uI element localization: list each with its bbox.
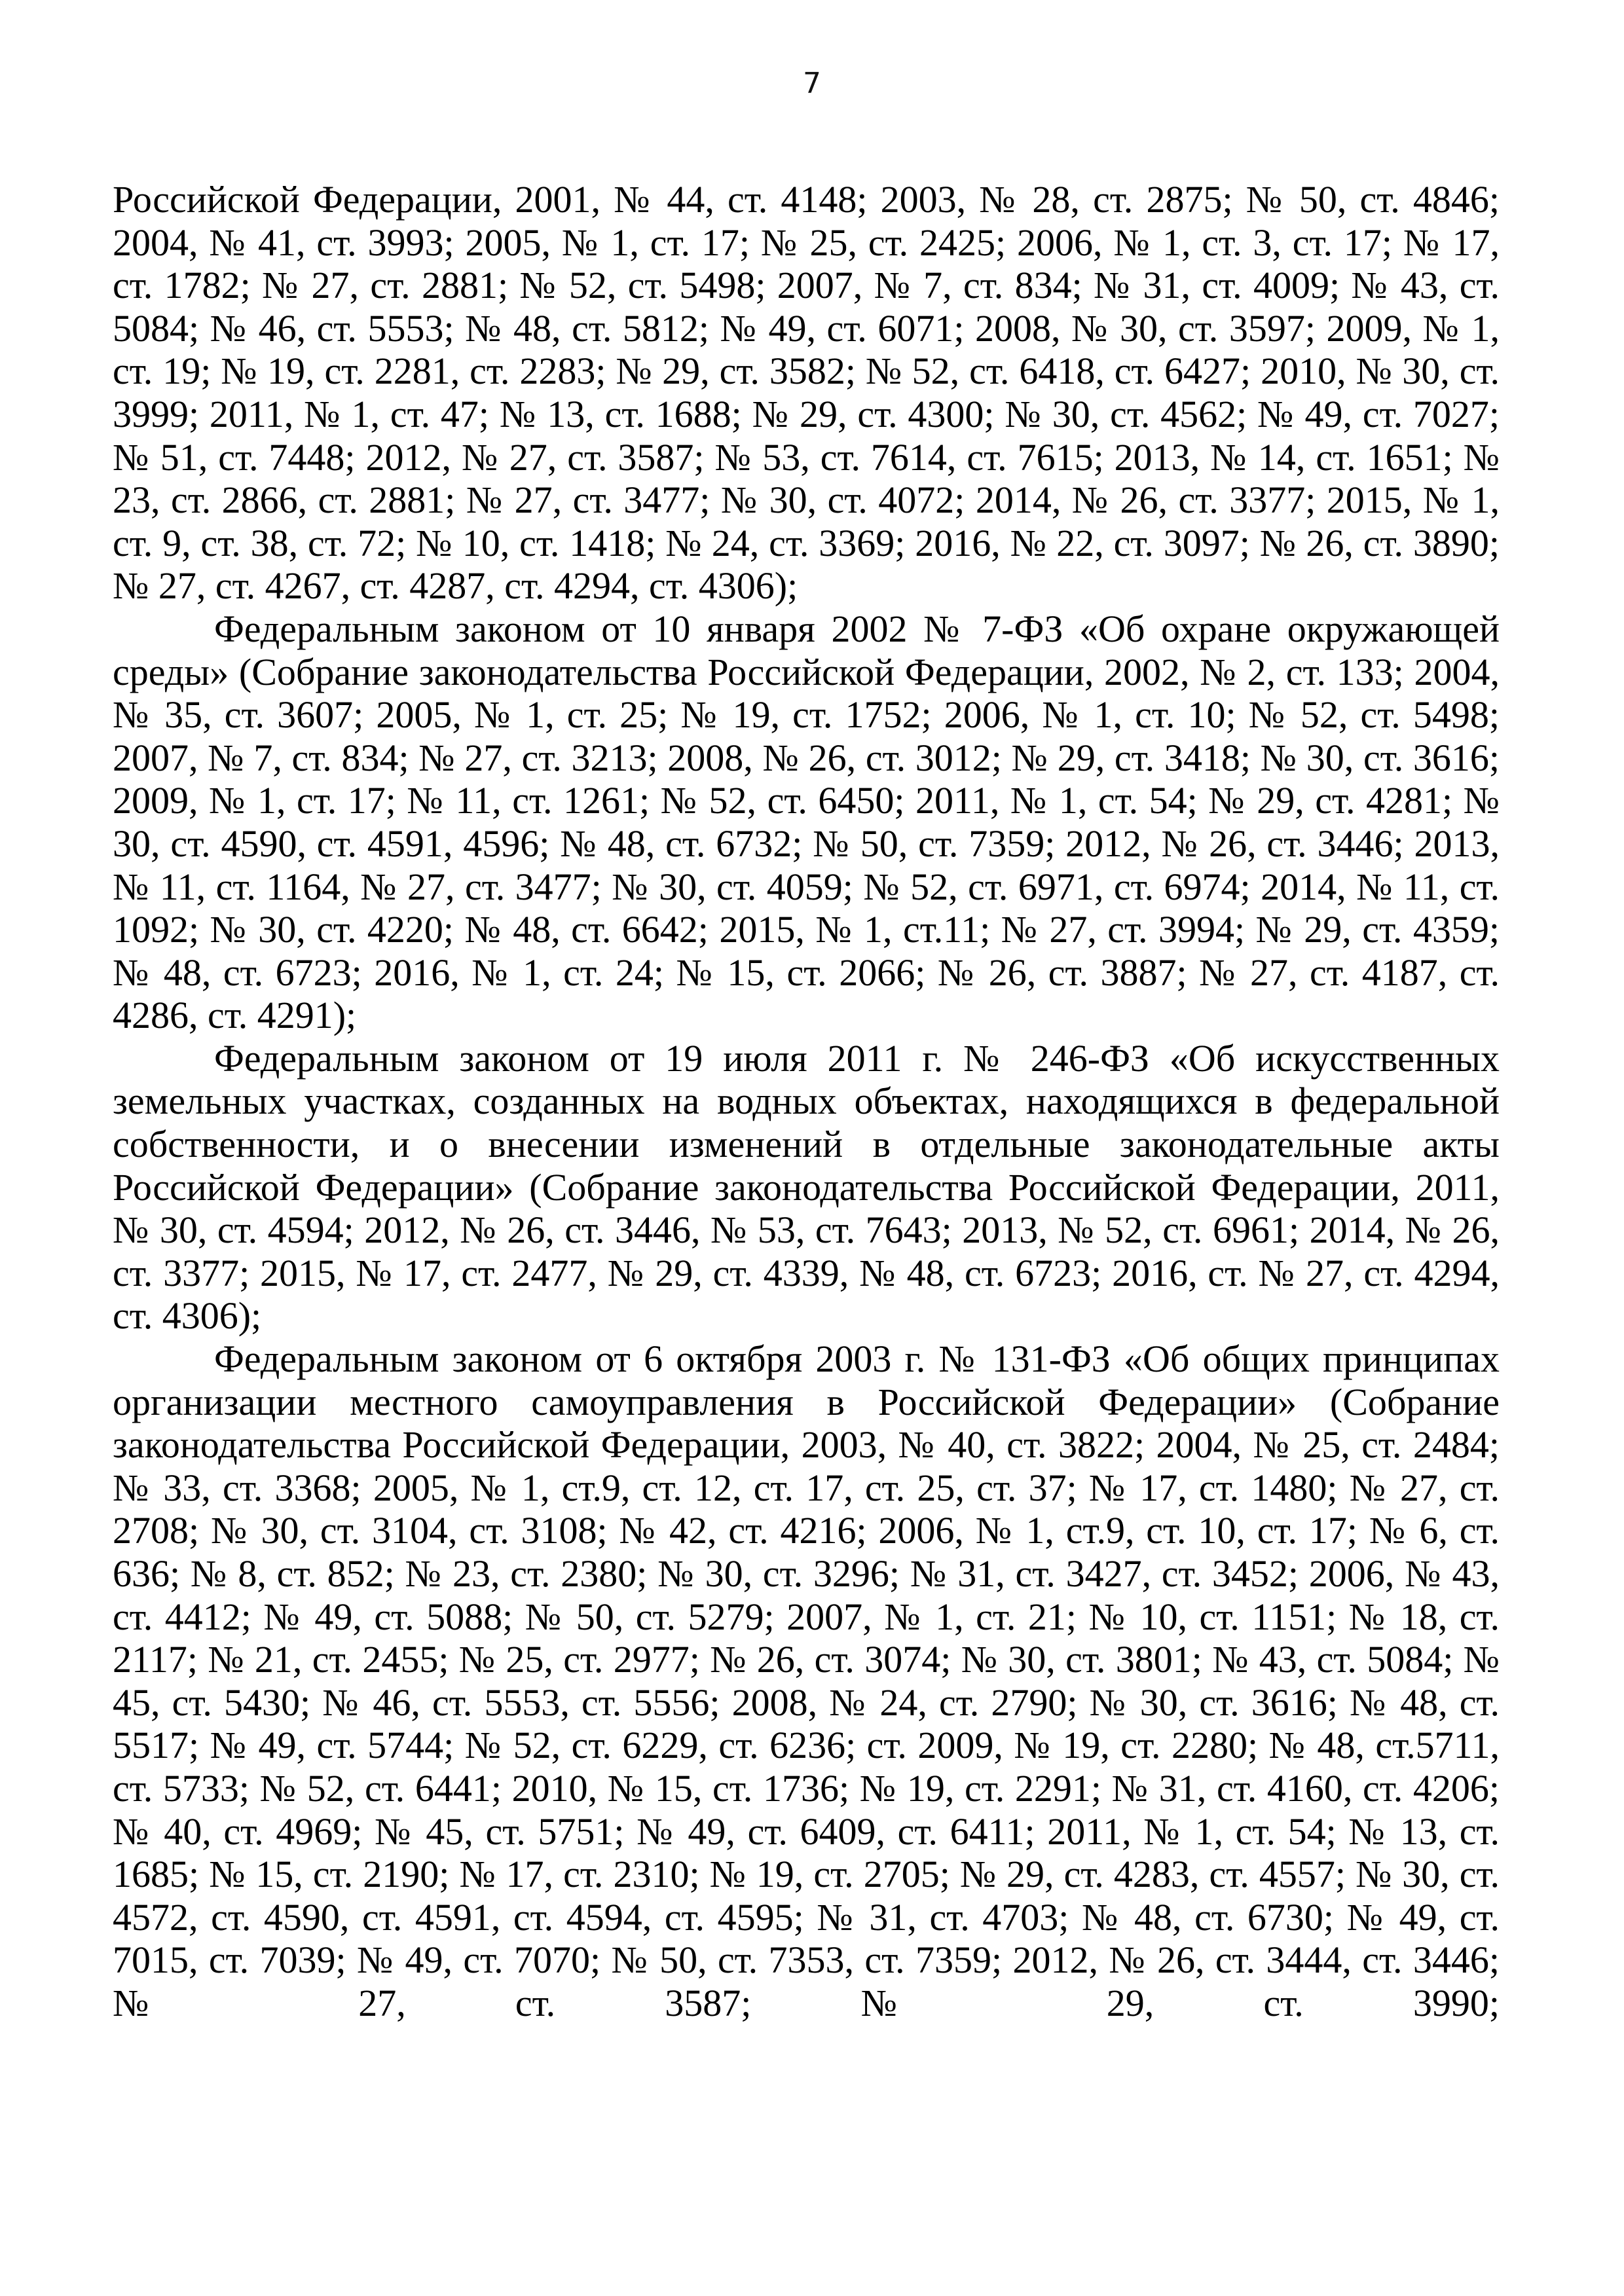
document-body — [113, 178, 1500, 2025]
page-number: 7 — [803, 67, 821, 100]
paragraph-environment-law: Федеральным законом от 10 января 2002 № 7-ФЗ «Об охране окружающей среды» (Собрание законодательства Российской Федерации, 2002, № 2, ст. 133; 2004, № 35, ст. 3607; 2005, № 1, ст. 25; № 19, ст. 1752; 2006, № 1, ст. 10; № 52, ст. 5498; 2007, № 7, ст. 834; № 27, ст. 3213; 2008, № 26, ст. 3012; № 29, ст. 3418; № 30, ст. 3616; 2009, № 1, ст. 17; № 11, ст. 1261; № 52, ст. 6450; 2011, № 1, ст. 54; № 29, ст. 4281; № 30, ст. 4590, ст. 4591, 4596; № 48, ст. 6732; № 50, ст. 7359; 2012, № 26, ст. 3446; 2013, № 11, ст. 1164, № 27, ст. 3477; № 30, ст. 4059; № 52, ст. 6971, ст. 6974; 2014, № 11, ст. 1092; № 30, ст. 4220; № 48, ст. 6642; 2015, № 1, ст.11; № 27, ст. 3994; № 29, ст. 4359; № 48, ст. 6723; 2016, № 1, ст. 24; № 15, ст. 2066; № 26, ст. 3887; № 27, ст. 4187, ст. 4286, ст. 4291); — [113, 607, 1500, 1037]
paragraph-artificial-land-law: Федеральным законом от 19 июля 2011 г. № 246-ФЗ «Об искусственных земельных участках, созданных на водных объектах, находящихся в федеральной собственности, и о внесении изменений в отдельные законодательные акты Российской Федерации» (Собрание законодательства Российской Федерации, 2011, № 30, ст. 4594; 2012, № 26, ст. 3446, № 53, ст. 7643; 2013, № 52, ст. 6961; 2014, № 26, ст. 3377; 2015, № 17, ст. 2477, № 29, ст. 4339, № 48, ст. 6723; 2016, ст. № 27, ст. 4294, ст. 4306); — [113, 1036, 1500, 1338]
paragraph-local-government-law: Федеральным законом от 6 октября 2003 г. № 131-ФЗ «Об общих принципах организации местного самоуправления в Российской Федерации» (Собрание законодательства Российской Федерации, 2003, № 40, ст. 3822; 2004, № 25, ст. 2484; № 33, ст. 3368; 2005, № 1, ст.9, ст. 12, ст. 17, ст. 25, ст. 37; № 17, ст. 1480; № 27, ст. 2708; № 30, ст. 3104, ст. 3108; № 42, ст. 4216; 2006, № 1, ст.9, ст. 10, ст. 17; № 6, ст. 636; № 8, ст. 852; № 23, ст. 2380; № 30, ст. 3296; № 31, ст. 3427, ст. 3452; 2006, № 43, ст. 4412; № 49, ст. 5088; № 50, ст. 5279; 2007, № 1, ст. 21; № 10, ст. 1151; № 18, ст. 2117; № 21, ст. 2455; № 25, ст. 2977; № 26, ст. 3074; № 30, ст. 3801; № 43, ст. 5084; № 45, ст. 5430; № 46, ст. 5553, ст. 5556; 2008, № 24, ст. 2790; № 30, ст. 3616; № 48, ст. 5517; № 49, ст. 5744; № 52, ст. 6229, ст. 6236; ст. 2009, № 19, ст. 2280; № 48, ст.5711, ст. 5733; № 52, ст. 6441; 2010, № 15, ст. 1736; № 19, ст. 2291; № 31, ст. 4160, ст. 4206; № 40, ст. 4969; № 45, ст. 5751; № 49, ст. 6409, ст. 6411; 2011, № 1, ст. 54; № 13, ст. 1685; № 15, ст. 2190; № 17, ст. 2310; № 19, ст. 2705; № 29, ст. 4283, ст. 4557; № 30, ст. 4572, ст. 4590, ст. 4591, ст. 4594, ст. 4595; № 31, ст. 4703; № 48, ст. 6730; № 49, ст. 7015, ст. 7039; № 49, ст. 7070; № 50, ст. 7353, ст. 7359; 2012, № 26, ст. 3444, ст. 3446; № 27, ст. 3587; № 29, ст. 3990; — [113, 1338, 1500, 2024]
paragraph-references-continued: Российской Федерации, 2001, № 44, ст. 4148; 2003, № 28, ст. 2875; № 50, ст. 4846; 2004, № 41, ст. 3993; 2005, № 1, ст. 17; № 25, ст. 2425; 2006, № 1, ст. 3, ст. 17; № 17, ст. 1782; № 27, ст. 2881; № 52, ст. 5498; 2007, № 7, ст. 834; № 31, ст. 4009; № 43, ст. 5084; № 46, ст. 5553; № 48, ст. 5812; № 49, ст. 6071; 2008, № 30, ст. 3597; 2009, № 1, ст. 19; № 19, ст. 2281, ст. 2283; № 29, ст. 3582; № 52, ст. 6418, ст. 6427; 2010, № 30, ст. 3999; 2011, № 1, ст. 47; № 13, ст. 1688; № 29, ст. 4300; № 30, ст. 4562; № 49, ст. 7027; № 51, ст. 7448; 2012, № 27, ст. 3587; № 53, ст. 7614, ст. 7615; 2013, № 14, ст. 1651; № 23, ст. 2866, ст. 2881; № 27, ст. 3477; № 30, ст. 4072; 2014, № 26, ст. 3377; 2015, № 1, ст. 9, ст. 38, ст. 72; № 10, ст. 1418; № 24, ст. 3369; 2016, № 22, ст. 3097; № 26, ст. 3890; № 27, ст. 4267, ст. 4287, ст. 4294, ст. 4306); — [113, 178, 1500, 608]
